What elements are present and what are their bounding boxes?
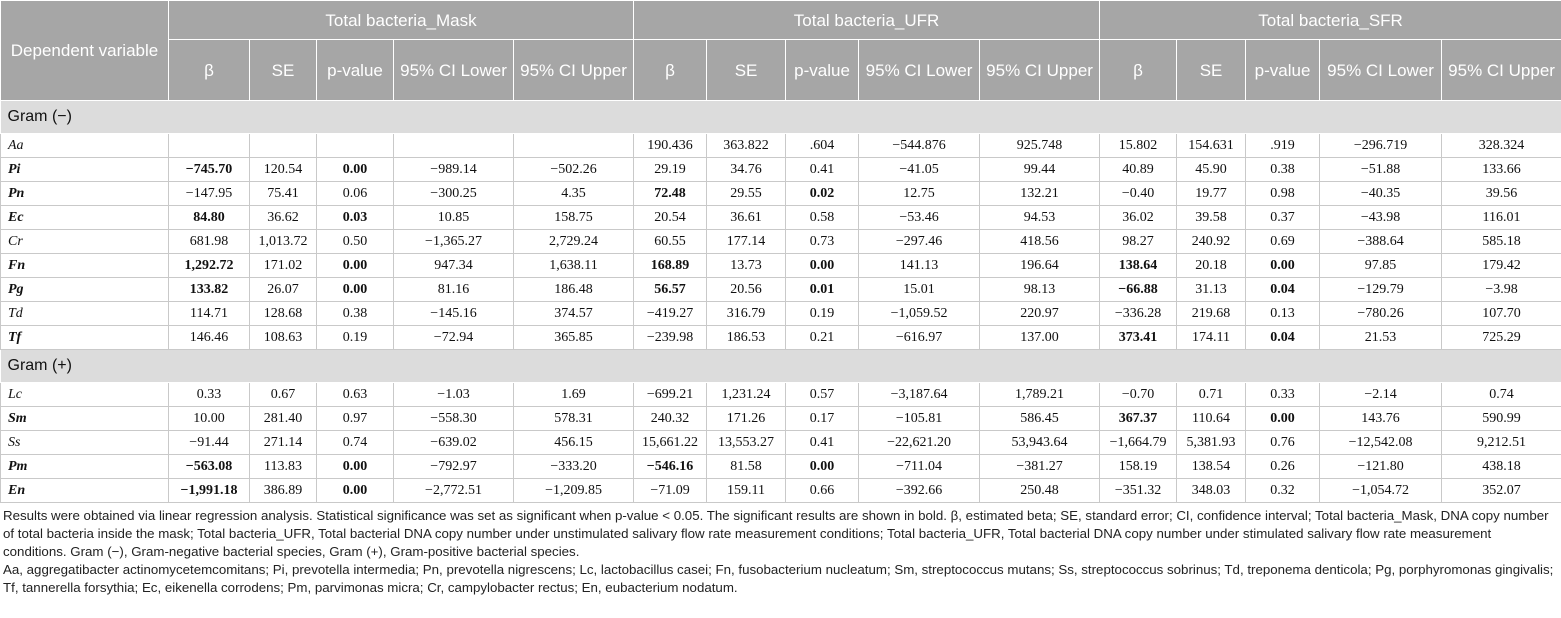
table-cell: 0.33 [169,383,250,407]
footnote-methods: Results were obtained via linear regression analysis. Statistical significance was set as significant when p-value < 0.05. The significant results are shown in bold. β, estimated beta; SE, standard error; CI, confidence interval; Total bacteria_Mask, DNA copy number of total bacteria inside the mask; Total bacteria_UFR, Total bacterial DNA copy number under unstimulated salivary flow rate measurement conditions; Total bacteria_UFR, Total bacterial DNA copy number under stimulated salivary flow rate measurement conditions. Gram (−), Gram-negative bacterial species, Gram (+), Gram-positive bacterial species. [3,508,1549,559]
table-cell: 0.00 [1246,407,1320,431]
table-row [1,407,1561,431]
table-cell: 456.15 [514,431,634,455]
table-cell: −392.66 [859,479,980,503]
subcolumn-header: β [634,40,707,101]
table-cell: 177.14 [707,230,786,254]
table-cell: 60.55 [634,230,707,254]
table-cell: 20.54 [634,206,707,230]
table-cell: −66.88 [1100,278,1177,302]
table-cell: 363.822 [707,134,786,158]
table-cell: −71.09 [634,479,707,503]
table-cell: 120.54 [250,158,317,182]
table-cell [169,134,250,158]
table-cell: 98.13 [980,278,1100,302]
table-cell: 39.58 [1177,206,1246,230]
table-cell: 0.00 [786,254,859,278]
table-cell: 0.00 [317,254,394,278]
table-cell: −3.98 [1442,278,1561,302]
subcolumn-header: β [1100,40,1177,101]
table-cell: 171.02 [250,254,317,278]
table-cell: 373.41 [1100,326,1177,350]
table-cell: 681.98 [169,230,250,254]
table-cell: 94.53 [980,206,1100,230]
table-cell: −41.05 [859,158,980,182]
table-cell: 1,013.72 [250,230,317,254]
table-cell: 0.98 [1246,182,1320,206]
table-cell: 190.436 [634,134,707,158]
row-label: Tf [1,326,169,350]
row-label: Ss [1,431,169,455]
table-cell: −72.94 [394,326,514,350]
row-label: Sm [1,407,169,431]
table-cell: −639.02 [394,431,514,455]
table-cell: 0.21 [786,326,859,350]
table-cell: −91.44 [169,431,250,455]
footnote-abbreviations: Aa, aggregatibacter actinomycetemcomitans; Pi, prevotella intermedia; Pn, prevotella nigrescens; Lc, lactobacillus casei; Fn, fusobacterium nucleatum; Sm, streptococcus mutans; Ss, streptococcus sobrinus; Td, treponema denticola; Pg, porphyromonas gingivalis; Tf, tannerella forsythia; Ec, eikenella corrodens; Pm, parvimonas micra; Cr, campylobacter rectus; En, eubacterium nodatum. [3,562,1554,595]
section-header-row [1,350,1561,383]
table-cell: 220.97 [980,302,1100,326]
row-label: Ec [1,206,169,230]
table-cell: −0.70 [1100,383,1177,407]
table-cell: 0.00 [317,158,394,182]
table-cell: 0.38 [1246,158,1320,182]
table-cell: −1,209.85 [514,479,634,503]
table-cell: 158.19 [1100,455,1177,479]
table-cell: 1,638.11 [514,254,634,278]
section-label: Gram (−) [1,101,1561,134]
table-cell: −711.04 [859,455,980,479]
table-cell: −3,187.64 [859,383,980,407]
table-cell: 171.26 [707,407,786,431]
table-cell: 146.46 [169,326,250,350]
row-label: Pi [1,158,169,182]
table-cell: .604 [786,134,859,158]
table-cell: 36.62 [250,206,317,230]
table-cell: 947.34 [394,254,514,278]
table-cell: −296.719 [1320,134,1442,158]
table-footnotes [0,503,1561,597]
table-cell: 240.32 [634,407,707,431]
table-cell: 0.74 [1442,383,1561,407]
table-cell: 365.85 [514,326,634,350]
table-cell: 0.00 [317,479,394,503]
subcolumn-header: β [169,40,250,101]
table-row [1,302,1561,326]
table-cell: 590.99 [1442,407,1561,431]
table-cell: −53.46 [859,206,980,230]
table-cell: −1.03 [394,383,514,407]
section-header-row [1,101,1561,134]
table-cell: 116.01 [1442,206,1561,230]
table-cell: −1,365.27 [394,230,514,254]
table-cell: 316.79 [707,302,786,326]
table-row [1,158,1561,182]
table-cell: 586.45 [980,407,1100,431]
subcolumn-header-row [1,40,1561,101]
table-cell: −147.95 [169,182,250,206]
table-cell [250,134,317,158]
table-cell: −333.20 [514,455,634,479]
table-cell: 12.75 [859,182,980,206]
table-cell: −121.80 [1320,455,1442,479]
table-cell: 5,381.93 [1177,431,1246,455]
table-body [1,101,1561,503]
table-cell: −558.30 [394,407,514,431]
subcolumn-header: 95% CI Lower [1320,40,1442,101]
table-cell: 0.06 [317,182,394,206]
table-cell: 81.16 [394,278,514,302]
table-cell: 0.32 [1246,479,1320,503]
table-cell: 143.76 [1320,407,1442,431]
table-cell: 374.57 [514,302,634,326]
table-cell: 13.73 [707,254,786,278]
table-row [1,134,1561,158]
table-cell: 0.67 [250,383,317,407]
table-cell: 97.85 [1320,254,1442,278]
table-cell: 133.66 [1442,158,1561,182]
table-cell: 154.631 [1177,134,1246,158]
table-cell [317,134,394,158]
row-label: Aa [1,134,169,158]
table-cell: −2.14 [1320,383,1442,407]
table-cell: 0.13 [1246,302,1320,326]
table-cell: 0.04 [1246,278,1320,302]
table-cell: 0.37 [1246,206,1320,230]
row-label: Pn [1,182,169,206]
table-cell: 168.89 [634,254,707,278]
subcolumn-header: p-value [317,40,394,101]
table-cell: −2,772.51 [394,479,514,503]
table-cell: 2,729.24 [514,230,634,254]
table-cell: 386.89 [250,479,317,503]
table-cell: −1,059.52 [859,302,980,326]
subcolumn-header: 95% CI Lower [859,40,980,101]
table-cell: 0.73 [786,230,859,254]
table-cell: −502.26 [514,158,634,182]
table-cell: 29.19 [634,158,707,182]
table-cell: 132.21 [980,182,1100,206]
table-cell: 0.01 [786,278,859,302]
table-cell: −616.97 [859,326,980,350]
table-cell: 113.83 [250,455,317,479]
table-cell: 0.00 [317,278,394,302]
table-cell: 20.18 [1177,254,1246,278]
table-cell: −51.88 [1320,158,1442,182]
group-header-sfr: Total bacteria_SFR [1100,1,1561,40]
table-cell: 186.53 [707,326,786,350]
table-cell: −0.40 [1100,182,1177,206]
table-cell: 34.76 [707,158,786,182]
table-cell: 174.11 [1177,326,1246,350]
table-cell: 578.31 [514,407,634,431]
table-cell: −546.16 [634,455,707,479]
table-cell: 0.71 [1177,383,1246,407]
table-cell: 10.85 [394,206,514,230]
table-cell: 26.07 [250,278,317,302]
table-cell: −40.35 [1320,182,1442,206]
table-cell: −1,054.72 [1320,479,1442,503]
table-cell: 0.41 [786,158,859,182]
table-cell: −745.70 [169,158,250,182]
table-cell: 0.63 [317,383,394,407]
table-cell: 0.00 [786,455,859,479]
table-cell: 15,661.22 [634,431,707,455]
table-cell: 0.69 [1246,230,1320,254]
table-cell: 179.42 [1442,254,1561,278]
subcolumn-header: 95% CI Upper [980,40,1100,101]
table-cell: 81.58 [707,455,786,479]
table-cell: 0.33 [1246,383,1320,407]
table-cell: 137.00 [980,326,1100,350]
row-label: Cr [1,230,169,254]
table-cell: −780.26 [1320,302,1442,326]
row-label: Lc [1,383,169,407]
table-cell: 159.11 [707,479,786,503]
table-cell: −544.876 [859,134,980,158]
table-cell: 128.68 [250,302,317,326]
table-cell: 31.13 [1177,278,1246,302]
table-cell: 725.29 [1442,326,1561,350]
table-cell: 1.69 [514,383,634,407]
table-cell: −105.81 [859,407,980,431]
table-cell: −388.64 [1320,230,1442,254]
table-row [1,278,1561,302]
table-cell: 138.64 [1100,254,1177,278]
table-cell: 21.53 [1320,326,1442,350]
table-cell: 348.03 [1177,479,1246,503]
table-cell: 0.02 [786,182,859,206]
subcolumn-header: SE [1177,40,1246,101]
table-cell: −381.27 [980,455,1100,479]
table-cell: 0.17 [786,407,859,431]
table-cell: 20.56 [707,278,786,302]
table-cell: 438.18 [1442,455,1561,479]
table-row [1,182,1561,206]
table-cell: 39.56 [1442,182,1561,206]
subcolumn-header: 95% CI Lower [394,40,514,101]
table-cell: −419.27 [634,302,707,326]
table-cell: −792.97 [394,455,514,479]
table-row [1,206,1561,230]
table-cell: −145.16 [394,302,514,326]
table-cell: 72.48 [634,182,707,206]
table-row [1,326,1561,350]
table-row [1,479,1561,503]
row-label: Pg [1,278,169,302]
table-cell: 141.13 [859,254,980,278]
table-cell: 281.40 [250,407,317,431]
subcolumn-header: 95% CI Upper [514,40,634,101]
table-cell: 19.77 [1177,182,1246,206]
table-cell: 29.55 [707,182,786,206]
row-label: Td [1,302,169,326]
table-cell: 108.63 [250,326,317,350]
table-row [1,383,1561,407]
table-cell: 114.71 [169,302,250,326]
table-cell: 0.57 [786,383,859,407]
table-cell: 158.75 [514,206,634,230]
table-cell: −351.32 [1100,479,1177,503]
table-cell: 0.03 [317,206,394,230]
row-label: Pm [1,455,169,479]
table-cell: −699.21 [634,383,707,407]
table-cell: −336.28 [1100,302,1177,326]
group-header-ufr: Total bacteria_UFR [634,1,1100,40]
table-cell: 585.18 [1442,230,1561,254]
row-label: En [1,479,169,503]
table-cell: 56.57 [634,278,707,302]
table-cell: 15.802 [1100,134,1177,158]
table-cell: 0.19 [786,302,859,326]
table-cell: 0.00 [317,455,394,479]
table-cell: 0.74 [317,431,394,455]
row-label: Fn [1,254,169,278]
table-cell: 15.01 [859,278,980,302]
table-cell: 250.48 [980,479,1100,503]
table-cell: 84.80 [169,206,250,230]
table-cell: 240.92 [1177,230,1246,254]
table-cell: 40.89 [1100,158,1177,182]
table-cell: 98.27 [1100,230,1177,254]
table-cell [514,134,634,158]
table-cell: 196.64 [980,254,1100,278]
table-cell: −1,664.79 [1100,431,1177,455]
table-cell: 0.19 [317,326,394,350]
table-cell: 99.44 [980,158,1100,182]
table-cell: 328.324 [1442,134,1561,158]
table-cell: 45.90 [1177,158,1246,182]
table-cell: 1,292.72 [169,254,250,278]
table-cell: −297.46 [859,230,980,254]
table-cell: 36.61 [707,206,786,230]
table-cell: 925.748 [980,134,1100,158]
table-cell: 0.50 [317,230,394,254]
table-cell: −12,542.08 [1320,431,1442,455]
table-cell: 0.97 [317,407,394,431]
table-cell: 219.68 [1177,302,1246,326]
table-cell: 0.04 [1246,326,1320,350]
table-cell: −22,621.20 [859,431,980,455]
table-cell: 9,212.51 [1442,431,1561,455]
table-cell: 186.48 [514,278,634,302]
table-cell: 367.37 [1100,407,1177,431]
table-cell: 1,231.24 [707,383,786,407]
table-cell: −129.79 [1320,278,1442,302]
table-cell: 4.35 [514,182,634,206]
table-cell: 13,553.27 [707,431,786,455]
subcolumn-header: p-value [786,40,859,101]
table-cell: 0.26 [1246,455,1320,479]
section-label: Gram (+) [1,350,1561,383]
table-cell: 10.00 [169,407,250,431]
table-cell [394,134,514,158]
table-cell: 53,943.64 [980,431,1100,455]
table-cell: 0.66 [786,479,859,503]
table-cell: 352.07 [1442,479,1561,503]
table-cell: 0.41 [786,431,859,455]
subcolumn-header: 95% CI Upper [1442,40,1561,101]
subcolumn-header: p-value [1246,40,1320,101]
table-cell: −563.08 [169,455,250,479]
table-cell: 418.56 [980,230,1100,254]
table-row [1,254,1561,278]
subcolumn-header: SE [250,40,317,101]
table-cell: −239.98 [634,326,707,350]
table-row [1,230,1561,254]
table-cell: 133.82 [169,278,250,302]
table-cell: −1,991.18 [169,479,250,503]
subcolumn-header: SE [707,40,786,101]
table-cell: 138.54 [1177,455,1246,479]
table-cell: −300.25 [394,182,514,206]
dependent-variable-header: Dependent variable [1,1,169,101]
table-cell: 107.70 [1442,302,1561,326]
table-cell: 271.14 [250,431,317,455]
table-cell: 0.00 [1246,254,1320,278]
table-row [1,455,1561,479]
table-cell: −989.14 [394,158,514,182]
group-header-mask: Total bacteria_Mask [169,1,634,40]
table-cell: 0.76 [1246,431,1320,455]
table-cell: .919 [1246,134,1320,158]
table-cell: 75.41 [250,182,317,206]
table-cell: 0.38 [317,302,394,326]
table-cell: −43.98 [1320,206,1442,230]
table-cell: 110.64 [1177,407,1246,431]
table-row [1,431,1561,455]
table-cell: 1,789.21 [980,383,1100,407]
table-cell: 36.02 [1100,206,1177,230]
table-cell: 0.58 [786,206,859,230]
